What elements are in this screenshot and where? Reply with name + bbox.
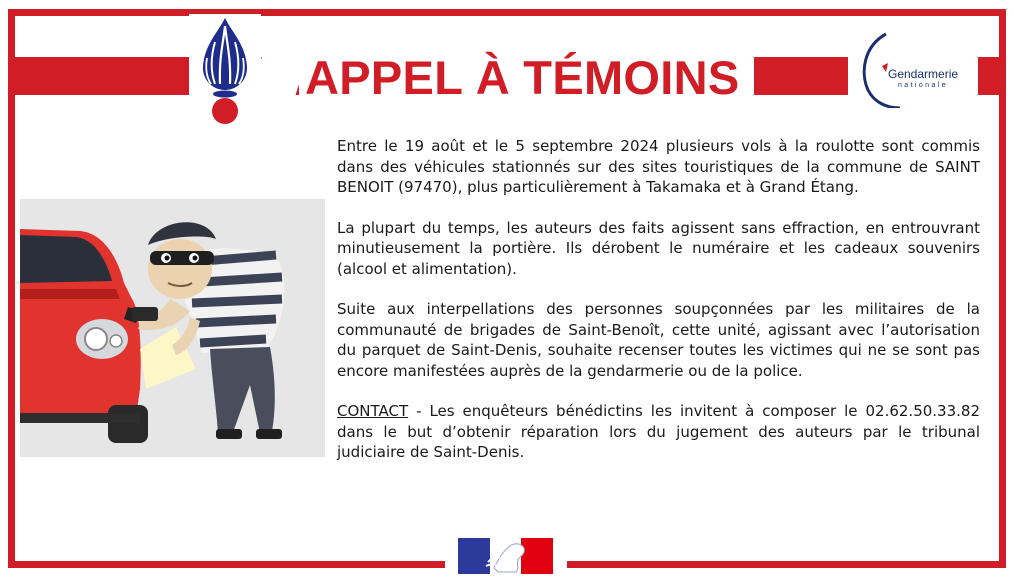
paragraph-incident: Entre le 19 août et le 5 septembre 2024 plusieurs vols à la roulotte sont commis dans des véhicules stationnés sur des sites touristiques de la commune de SAINT BENOIT (97470), plus particulièrement à Takamaka et à Grand Étang. — [337, 137, 980, 196]
paragraph-contact — [337, 401, 980, 463]
body-text — [337, 136, 980, 483]
contact-text: - Les enquêteurs bénédictins les invitent à composer le 02.62.50.33.82 dans le but d’obtenir réparation lors du jugement des auteurs par le tribunal judiciaire de Saint-Denis. — [337, 402, 980, 461]
gendarmerie-nationale-logo — [848, 28, 978, 114]
gendarmerie-grenade-icon — [189, 14, 261, 126]
paragraph-appeal: Suite aux interpellations des personnes soupçonnées par les militaires de la communauté de brigades de Saint-Benoît, cette unité, agissant avec l’autorisation du parquet de Saint-Denis, souhaite recenser toutes les victimes qui ne se sont pas encore manifestées auprès de la gendarmerie ou de la police. — [337, 300, 980, 380]
logo-line-1: Gendarmerie — [888, 67, 959, 81]
page-title: APPEL À TÉMOINS — [299, 46, 754, 110]
contact-label: CONTACT — [337, 402, 409, 420]
logo-line-2: nationale — [898, 82, 949, 89]
paragraph-modus-operandi: La plupart du temps, les auteurs des faits agissent sans effraction, en entrouvrant minutieusement la portière. Ils dérobent le numéraire et les cadeaux souvenirs (alcool et alimentation). — [337, 218, 980, 278]
car-thief-illustration — [20, 199, 325, 457]
marianne-logo — [458, 538, 553, 574]
